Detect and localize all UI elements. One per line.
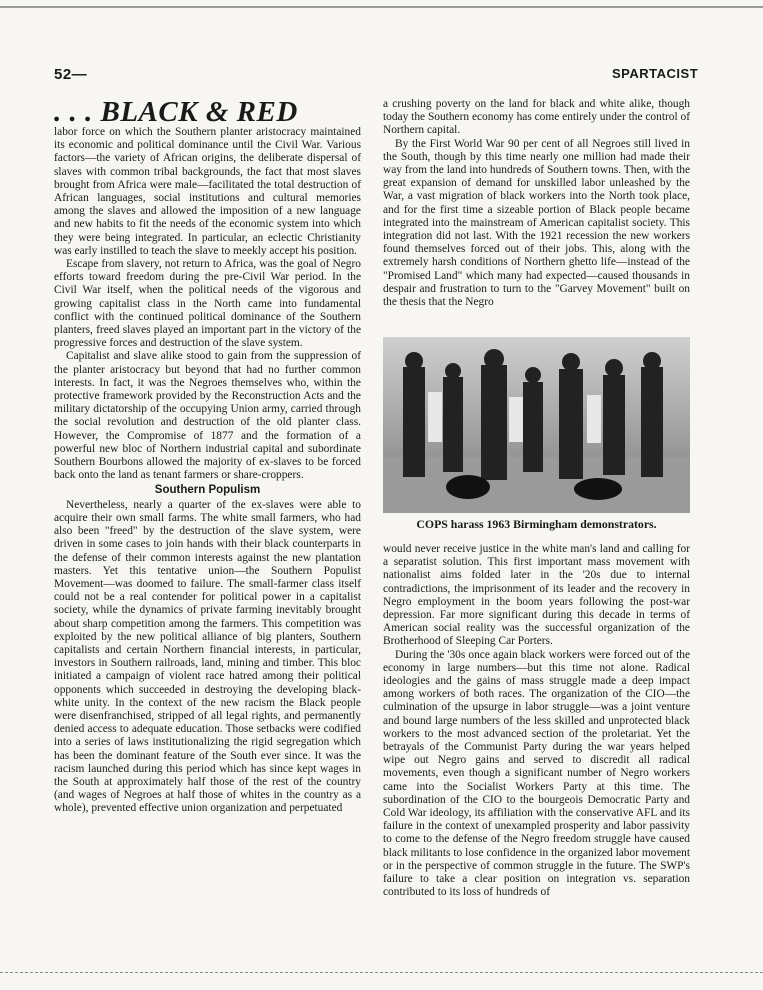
news-photo <box>383 337 690 513</box>
top-rule <box>0 6 763 8</box>
paragraph: Capitalist and slave alike stood to gain from the suppression of the planter aristocracy but beyond that had no further common interests. In fact, it was the Negroes themselves who, within the protective framework provided by the Reconstruction Acts and the military dictatorship of the occupying Union army, carried through the social revolution and destruction of the old planter class. However, the Compromise of 1877 and the formation of a powerful new bloc of Northern industrial capital and subordinate Southern Bourbons allowed the majority of ex-slaves to be forced back onto the land as tenant farmers or share-croppers. <box>54 350 361 482</box>
paragraph: a crushing poverty on the land for black and white alike, though today the Southern economy has come entirely under the control of Northern capital. <box>383 98 690 137</box>
paragraph: Nevertheless, nearly a quarter of the ex-slaves were able to acquire their own small farms. The white small farmers, who had also been "freed" by the destruction of the slave system, were driven in some cases to join hands with their black counterparts in the defense of their common interests against the new plantation masters. Yet this tentative union—the Southern Populist Movement—was doomed to failure. The small-farmer class itself could not be a real contender for political power in a capitalist society, while the dynamics of private farming inevitably brought about sharp competition among the farmers. This competition was exploited by the new political alliance of big planters, Southern capitalists and certain Northern financial interests, in particular, investors in Southern railroads, land, mining and timber. This bloc initiated a campaign of violent race hatred among their political opponents which succeeded in destroying the developing black-white unity. In the context of the new racism the Black people were disenfranchised, stripped of all legal rights, and permanently denied access to adequate education. Those setbacks were codified into a series of laws institutionalizing the rigid segregation which has been the dominant feature of the South ever since. It was the racism launched during this period which has since kept wages in the South at approximately half those of the rest of the country (and wages of Negroes at half those of whites in the country as a whole), prevented effective union organization and perpetuated <box>54 498 361 815</box>
paragraph: labor force on which the Southern planter aristocracy maintained its economic and political dominance until the Civil War. Various factors—the variety of African origins, the deliberate dispersal of slaves with common tribal backgrounds, the fact that most slaves brought from Africa were male—facilitated the total destruction of African languages, social institutions and cultural memories among the slaves and allowed the imposition of a new language and new habits to fit the needs of the economic system into which they were being integrated. In particular, an eclectic Christianity was early instilled to teach the slave to meekly accept his position. <box>54 126 361 257</box>
right-column-top <box>383 98 690 309</box>
paragraph: Escape from slavery, not return to Africa, was the goal of Negro efforts toward freedom during the pre-Civil War period. In the Civil War itself, when the political needs of the vigorous and growing capitalist class in the North came into fundamental conflict with the continued political dominance of the Southern planters, freed slaves played an important part in the victory of the progressive forces and destruction of the slave system. <box>54 258 361 350</box>
left-column <box>54 126 361 816</box>
right-column-bottom <box>383 543 690 899</box>
paragraph: By the First World War 90 per cent of all Negroes still lived in the South, though by this time nearly one million had made their way from the land into hundreds of Southern towns. Then, with the great expansion of demand for unskilled labor unleashed by the War, a vast migration of black workers into the North took place, and for the first time a sizeable portion of Black people became integrated into the mainstream of American capitalist society. This integration did not last. With the 1921 recession the new workers found themselves forced out of their jobs. This, along with the extremely harsh conditions of Northern ghetto life—instead of the "Promised Land" which many had expected—caused thousands in despair and frustration to turn to the "Garvey Movement" built on the thesis that the Negro <box>383 137 690 309</box>
page-number: 52— <box>54 66 88 83</box>
journal-name: SPARTACIST <box>612 66 699 81</box>
photo-caption: COPS harass 1963 Birmingham demonstrators. <box>416 517 657 531</box>
bottom-rule <box>0 972 763 974</box>
article-headline: . . . BLACK & RED <box>54 96 298 128</box>
paragraph: would never receive justice in the white man's land and calling for a separatist solution. This first important mass movement with nationalist aims folded later in the '20s due to internal contradictions, the imprisonment of its leader and the recovery in Negro employment in the boom years following the post-war depression. Far more significant during this decade in terms of American social reality was the successful organization of the Brotherhood of Sleeping Car Porters. <box>383 543 690 648</box>
paragraph: During the '30s once again black workers were forced out of the economy in large numbers—but this time not alone. Radical ideologies and the gains of mass struggle made a deep impact among workers of both races. The organization of the CIO—the culmination of the upsurge in labor struggle—was a joint venture and bound large numbers of the less skilled and unprotected black workers to the most advanced section of the proletariat. Yet the betrayals of the Communist Party during the war years helped wipe out Negro gains and served to discredit all radical movements, even though a significant number of Negro workers came into the Socialist Workers Party at this time. The subordination of the CIO to the bourgeois Democratic Party and Cold War ideology, its affiliation with the conservative AFL and its failure in the context of unexampled prosperity and labor passivity to come to the defense of the Negro freedom struggle have caused black militants to lose confidence in the organized labor movement or in the perspective of common struggle in the future. The SWP's failure to take a clear position on integration vs. separation contributed to its loss of hundreds of <box>383 648 690 899</box>
section-subhead: Southern Populism <box>154 484 261 497</box>
photo-illustration <box>383 337 690 513</box>
